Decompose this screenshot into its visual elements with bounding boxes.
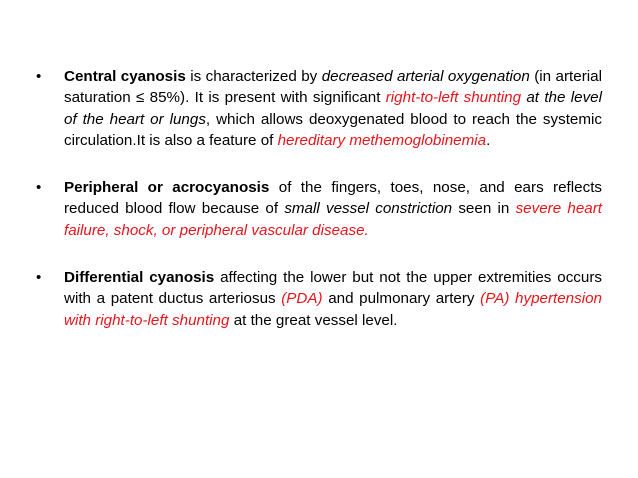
bullet-text: seen in — [452, 200, 516, 218]
emphasis-text: at the level of the heart or lungs — [64, 89, 602, 128]
bullet-list — [36, 66, 602, 357]
bullet-text: of the fingers, toes, nose, and ears reflects reduced blood flow because of — [64, 179, 603, 218]
bullet-text: (in arterial saturation ≤ 85%). It is present with significant — [64, 68, 602, 107]
bullet-peripheral-cyanosis — [36, 177, 602, 241]
bullet-text: and pulmonary artery — [322, 290, 481, 308]
term-central-cyanosis: Central cyanosis — [64, 68, 186, 85]
term-differential-cyanosis: Differential cyanosis — [64, 269, 215, 287]
emphasis-text: small vessel constriction — [284, 200, 453, 218]
bullet-text: . — [486, 131, 491, 149]
bullet-text: affecting the lower but not the upper extremities occurs with a patent ductus arteriosus — [64, 269, 602, 308]
highlight-text: (PA) hypertension with right-to-left shunting — [64, 290, 602, 329]
bullet-text: is characterized by — [185, 68, 322, 85]
bullet-text: , which allows deoxygenated blood to reach the systemic circulation.It is also a feature of — [64, 110, 602, 149]
highlight-text: right-to-left shunting — [385, 89, 522, 107]
bullet-marker: • — [36, 68, 42, 85]
highlight-text: hereditary methemoglobinemia — [277, 131, 487, 149]
bullet-text: at the great vessel level. — [229, 311, 398, 329]
highlight-text: (PDA) — [281, 290, 323, 308]
highlight-text: severe heart failure, shock, or peripheral vascular disease. — [64, 200, 602, 239]
bullet-differential-cyanosis — [36, 267, 602, 331]
bullet-marker: • — [36, 179, 42, 197]
emphasis-text: decreased arterial oxygenation — [321, 68, 530, 85]
bullet-marker: • — [36, 269, 42, 287]
term-peripheral-cyanosis: Peripheral or acrocyanosis — [64, 179, 270, 197]
bullet-central-cyanosis — [36, 66, 602, 151]
